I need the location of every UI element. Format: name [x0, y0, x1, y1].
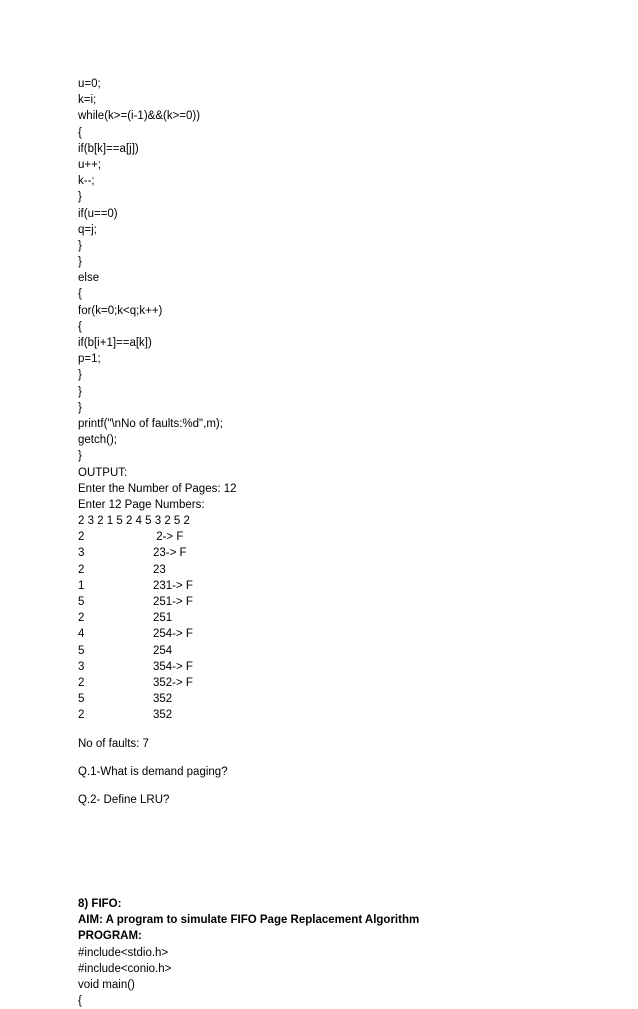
section-aim: AIM: A program to simulate FIFO Page Replacement Algorithm: [78, 914, 420, 927]
code-line: if(b[k]==a[j]): [78, 142, 139, 155]
fifo-section: [78, 896, 598, 1009]
page-number: 2: [78, 531, 85, 544]
program-label: PROGRAM:: [78, 930, 142, 943]
output-row: [78, 545, 598, 561]
code-line: p=1;: [78, 353, 101, 366]
spacer: [78, 780, 598, 792]
code-line: else: [78, 272, 100, 285]
page-number: 5: [78, 596, 85, 608]
frame-state: 231-> F: [153, 579, 193, 592]
code-line: }: [78, 401, 82, 414]
frame-state: 352-> F: [153, 676, 193, 689]
spacer: [78, 724, 598, 736]
code-line: if(b[i+1]==a[k]): [78, 337, 152, 349]
output-block: [78, 465, 598, 752]
code-line: }: [78, 191, 82, 204]
code-line: u=0;: [78, 78, 101, 90]
code-line: }: [78, 256, 82, 269]
code-line: {: [78, 320, 82, 333]
page-number: 5: [78, 644, 85, 657]
page-number: 2: [78, 709, 85, 722]
spacer: [78, 808, 598, 896]
code-line: printf("\nNo of faults:%d",m);: [78, 417, 223, 430]
frame-state: 251-> F: [153, 596, 193, 608]
code-line: k--;: [78, 175, 95, 188]
page-number: 4: [78, 628, 85, 641]
frame-state: 352: [153, 709, 173, 722]
code-block-top: [78, 76, 598, 465]
question-2: Q.2- Define LRU?: [78, 793, 170, 806]
code-line: }: [78, 369, 82, 382]
output-row: [78, 707, 598, 723]
output-row: [78, 594, 598, 610]
code-line: while(k>=(i-1)&&(k>=0)): [78, 110, 201, 123]
output-row: [78, 691, 598, 707]
frame-state: 23-> F: [153, 547, 187, 560]
code-line: }: [78, 450, 82, 463]
fault-count: No of faults: 7: [78, 737, 149, 750]
output-row: [78, 643, 598, 659]
output-row: [78, 529, 598, 545]
question-1: Q.1-What is demand paging?: [78, 765, 228, 778]
code-line: q=j;: [78, 223, 97, 236]
output-pages-prompt: Enter the Number of Pages: 12: [78, 482, 237, 495]
document-page: [78, 76, 598, 1009]
code-line: getch();: [78, 434, 117, 447]
page-number: 3: [78, 660, 85, 673]
code-line: #include<conio.h>: [78, 962, 172, 975]
page-number: 2: [78, 676, 85, 689]
code-line: for(k=0;k<q;k++): [78, 304, 163, 317]
frame-state: 2-> F: [153, 531, 184, 544]
code-line: #include<stdio.h>: [78, 946, 169, 959]
code-line: void main(): [78, 979, 135, 991]
frame-state: 354-> F: [153, 660, 193, 673]
section-heading: 8) FIFO:: [78, 898, 122, 911]
code-line: k=i;: [78, 94, 97, 107]
frame-state: 352: [153, 693, 173, 706]
frame-state: 254-> F: [153, 628, 193, 641]
page-number: 2: [78, 612, 85, 625]
page-number: 3: [78, 547, 85, 560]
output-row: [78, 562, 598, 578]
spacer: [78, 752, 598, 764]
output-row: [78, 675, 598, 691]
page-number: 1: [78, 579, 85, 592]
output-sequence: 2 3 2 1 5 2 4 5 3 2 5 2: [78, 515, 190, 528]
output-label: OUTPUT:: [78, 466, 128, 479]
page-number: 5: [78, 693, 85, 706]
code-line: {: [78, 995, 82, 1008]
frame-state: 254: [153, 644, 173, 657]
frame-state: 23: [153, 563, 166, 576]
frame-state: 251: [153, 612, 173, 625]
output-row: [78, 578, 598, 594]
output-row: [78, 626, 598, 642]
output-row: [78, 659, 598, 675]
code-line: if(u==0): [78, 207, 118, 220]
code-line: }: [78, 239, 82, 252]
page-number: 2: [78, 563, 85, 576]
output-numbers-prompt: Enter 12 Page Numbers:: [78, 498, 205, 511]
output-row: [78, 610, 598, 626]
code-line: {: [78, 126, 82, 139]
code-line: {: [78, 288, 82, 301]
code-line: }: [78, 385, 82, 398]
code-line: u++;: [78, 158, 102, 171]
